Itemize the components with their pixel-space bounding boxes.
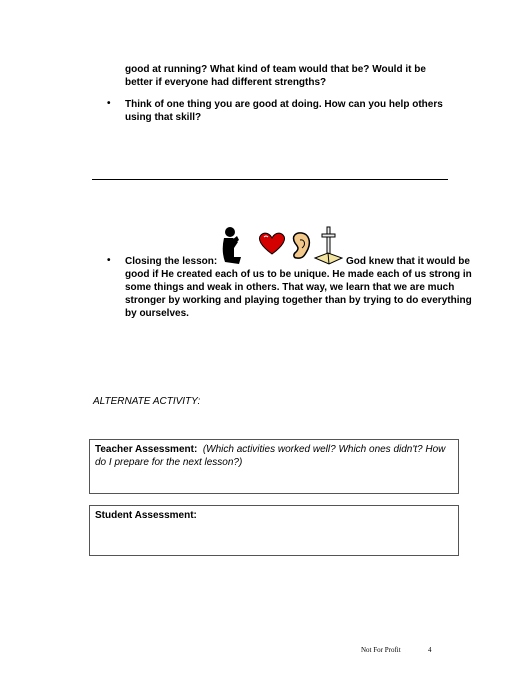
student-assessment-label: Student Assessment: [95, 510, 197, 521]
teacher-assessment-label: Teacher Assessment: [95, 444, 198, 455]
teacher-assessment-box[interactable] [89, 439, 459, 494]
page-number: 4 [428, 646, 432, 654]
alternate-activity-heading: ALTERNATE ACTIVITY: [93, 396, 201, 407]
closing-lesson-label: Closing the lesson: [125, 256, 218, 267]
closing-lesson-text: God knew that it would be good if He created each of us to be unique. He made each of us strong in some things and weak in others. That way, we learn that we are much stronger by working and playing together than by trying to do everything by ourselves. [125, 256, 472, 319]
student-assessment-box[interactable] [89, 505, 459, 556]
heart-icon [259, 233, 284, 254]
bullet-marker: • [107, 98, 111, 109]
footer-text: Not For Profit [361, 646, 401, 654]
bullet-marker: • [107, 255, 111, 266]
continued-text: good at running? What kind of team would that be? Would it be better if everyone had different strengths? [125, 64, 426, 88]
horizontal-divider [92, 179, 448, 180]
bullet-think-skill: Think of one thing you are good at doing. How can you help others using that skill? [125, 99, 443, 123]
teacher-assessment-prompt: (Which activities worked well? Which ones didn't? How do I prepare for the next lesson?) [95, 444, 446, 468]
